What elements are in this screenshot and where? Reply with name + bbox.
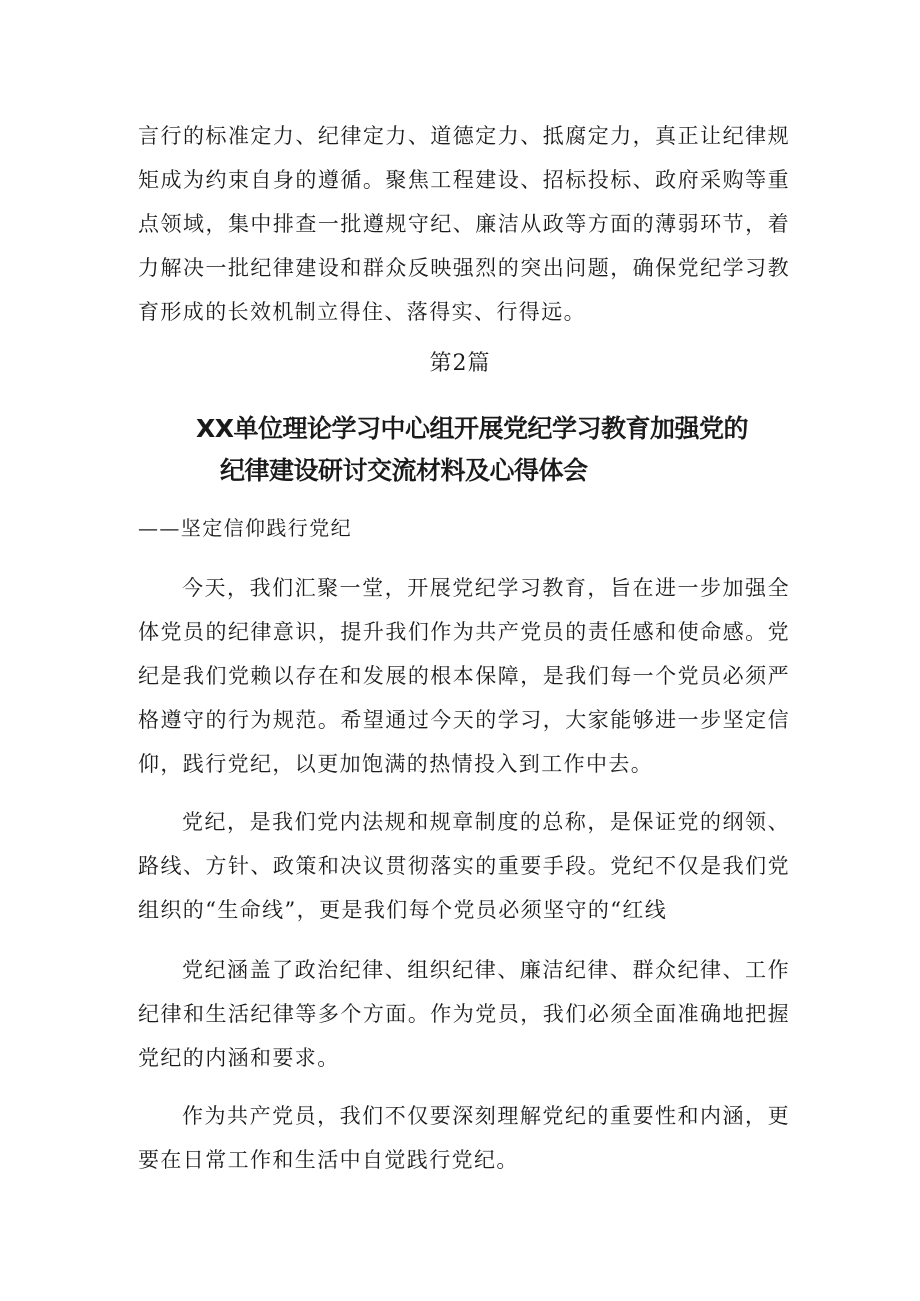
body-paragraph-3: 党纪涵盖了政治纪律、组织纪律、廉洁纪律、群众纪律、工作纪律和生活纪律等多个方面。作为党员，我们必须全面准确地把握党纪的内涵和要求。 (138, 958, 790, 1070)
body-paragraph-2: 党纪，是我们党内法规和规章制度的总称，是保证党的纲领、路线、方针、政策和决议贯彻落实的重要手段。党纪不仅是我们党组织的“生命线”，更是我们每个党员必须坚守的“红线 (138, 810, 790, 922)
title-line-1: XX单位理论学习中心组开展党纪学习教育加强党的 (196, 414, 749, 443)
title-line-2: 纪律建设研讨交流材料及心得体会 (220, 456, 588, 485)
body-paragraph-1: 今天，我们汇聚一堂，开展党纪学习教育，旨在进一步加强全体党员的纪律意识，提升我们作为共产党员的责任感和使命感。党纪是我们党赖以存在和发展的根本保障，是我们每一个党员必须严格遵守的行为规范。希望通过今天的学习，大家能够进一步坚定信仰，践行党纪，以更加饱满的热情投入到工作中去。 (138, 576, 790, 776)
document-subtitle: ——坚定信仰践行党纪 (138, 516, 352, 540)
intro-paragraph: 言行的标准定力、纪律定力、道德定力、抵腐定力，真正让纪律规矩成为约束自身的遵循。聚焦工程建设、招标投标、政府采购等重点领域，集中排查一批遵规守纪、廉洁从政等方面的薄弱环节，着力解决一批纪律建设和群众反映强烈的突出问题，确保党纪学习教育形成的长效机制立得住、落得实、行得远。 (138, 124, 790, 324)
section-label: 第2篇 (429, 351, 491, 376)
body-paragraph-4: 作为共产党员，我们不仅要深刻理解党纪的重要性和内涵，更要在日常工作和生活中自觉践行党纪。 (138, 1104, 790, 1172)
document-title (196, 408, 796, 492)
